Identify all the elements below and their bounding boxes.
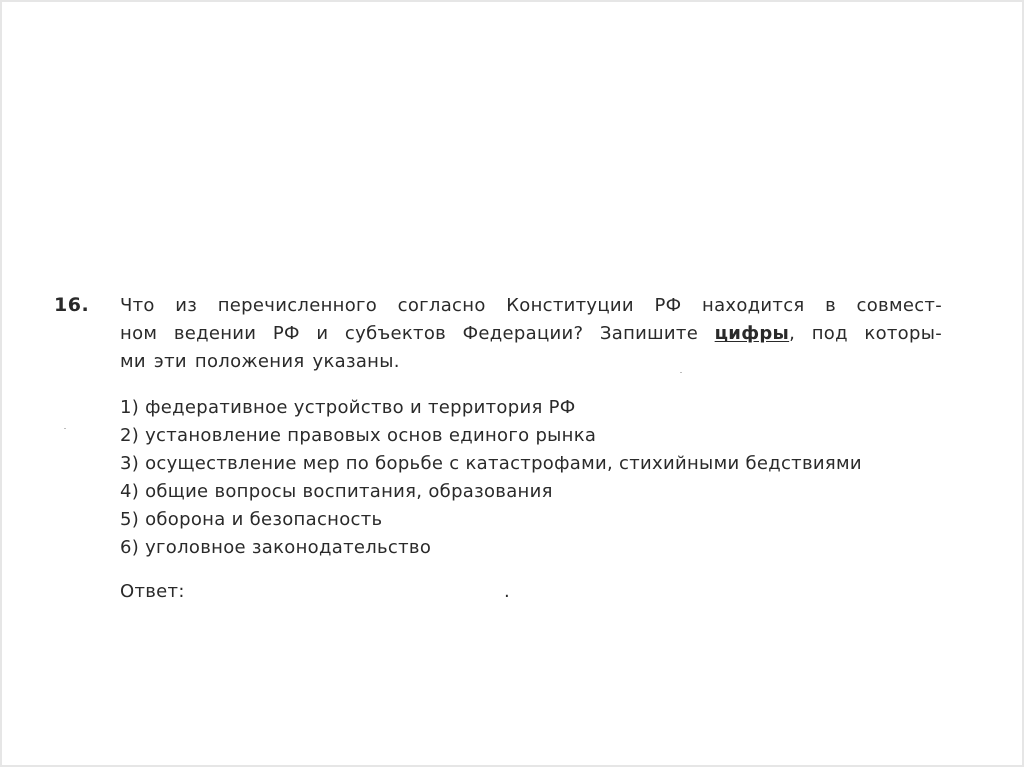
- question-line-2-start: ном ведении РФ и субъектов Федерации? Запишите: [120, 323, 715, 344]
- option-item: 5) оборона и безопасность: [120, 509, 383, 530]
- question-text: [120, 292, 942, 376]
- task-number: 16.: [54, 294, 90, 316]
- answer-end-dot: .: [504, 581, 511, 602]
- scan-speck: [680, 372, 682, 373]
- scan-speck: [64, 428, 66, 429]
- answer-label: Ответ:: [120, 581, 185, 602]
- question-emphasis: цифры: [714, 323, 790, 344]
- question-line-3: ми эти положения указаны.: [120, 351, 400, 372]
- option-item: 4) общие вопросы воспитания, образования: [120, 481, 553, 502]
- question-line-2-end: , под которы-: [789, 323, 943, 344]
- options-list: [120, 394, 862, 562]
- option-item: 3) осуществление мер по борьбе с катастрофами, стихийными бедствиями: [120, 453, 862, 474]
- option-item: 6) уголовное законодательство: [120, 537, 432, 558]
- option-item: 1) федеративное устройство и территория РФ: [120, 397, 576, 418]
- question-line-2: [120, 320, 942, 348]
- question-line-1: Что из перечисленного согласно Конституции РФ находится в совмест-: [120, 295, 942, 316]
- option-item: 2) установление правовых основ единого рынка: [120, 425, 597, 446]
- answer-line: [120, 578, 520, 606]
